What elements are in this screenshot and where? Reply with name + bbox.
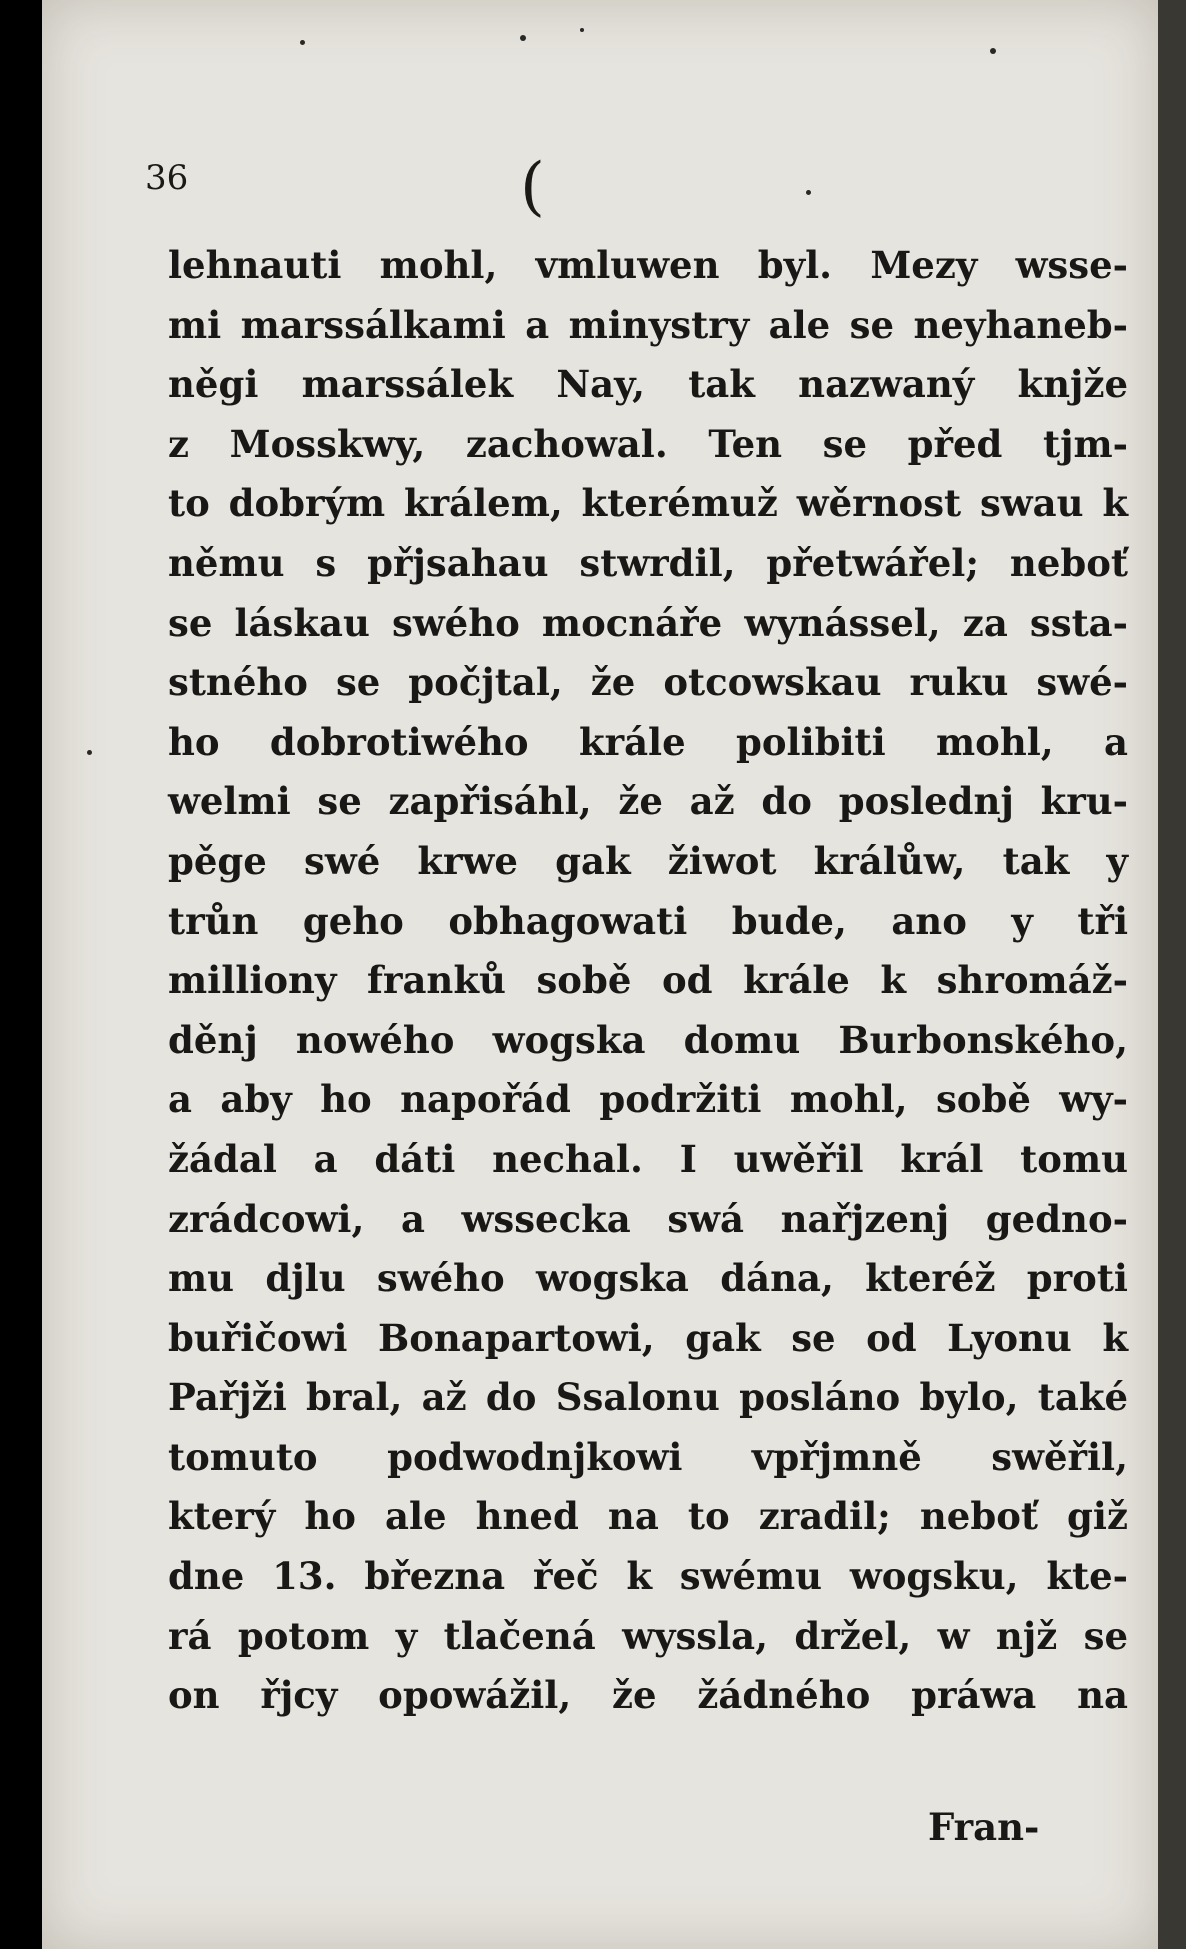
text-line: který ho ale hned na to zradil; neboť giž [168,1494,1128,1539]
text-line: mi marssálkami a minystry ale se neyhaneb- [168,302,1128,347]
text-line: milliony franků sobě od krále k shromáž- [168,958,1128,1003]
text-line: on řjcy opowážil, že žádného práwa na [168,1673,1128,1718]
text-line: rá potom y tlačená wyssla, držel, w njž se [168,1613,1128,1658]
text-line: trůn geho obhagowati bude, ano y tři [168,898,1128,943]
text-line: lehnauti mohl, vmluwen byl. Mezy wsse- [168,243,1128,287]
text-line: žádal a dáti nechal. I uwěřil král tomu [168,1136,1128,1181]
text-line: a aby ho napořád podržiti mohl, sobě wy- [168,1077,1128,1122]
text-line: děnj nowého wogska domu Burbonského, [168,1017,1128,1062]
text-line: němu s přjsahau stwrdil, přetwářel; neboť [168,540,1128,585]
text-line: Pařjži bral, až do Ssalonu posláno bylo, také [168,1375,1128,1420]
text-line: pěge swé krwe gak žiwot králůw, tak y [168,838,1128,883]
text-line: mu djlu swého wogska dána, kteréž proti [168,1256,1128,1301]
printed-mark: ( [520,150,545,224]
text-line: stného se počjtal, že otcowskau ruku swé- [168,660,1128,705]
catchword: Fran- [928,1805,1040,1849]
page-number: 36 [145,158,189,198]
text-line: welmi se zapřisáhl, že až do poslednj kru- [168,779,1128,824]
text-line: dne 13. března řeč k swému wogsku, kte- [168,1554,1128,1599]
text-line: se láskau swého mocnáře wynássel, za ssta- [168,600,1128,645]
ink-speck [990,48,996,54]
body-text [168,236,1128,1726]
ink-speck [580,28,584,32]
ink-speck [87,750,92,755]
text-line: buřičowi Bonapartowi, gak se od Lyonu k [168,1315,1128,1360]
ink-speck [520,35,526,41]
text-line: zrádcowi, a wssecka swá nařjzenj gedno- [168,1196,1128,1241]
ink-speck [300,40,305,45]
text-line: tomuto podwodnjkowi vpřjmně swěřil, [168,1434,1128,1479]
text-line: ho dobrotiwého krále polibiti mohl, a [168,719,1128,764]
text-line: to dobrým králem, kterémuž wěrnost swau k [168,481,1128,526]
text-line: z Mosskwy, zachowal. Ten se před tjm- [168,421,1128,466]
text-line: něgi marssálek Nay, tak nazwaný knjže [168,362,1128,407]
book-spine [1158,0,1186,1949]
ink-speck [806,190,811,195]
